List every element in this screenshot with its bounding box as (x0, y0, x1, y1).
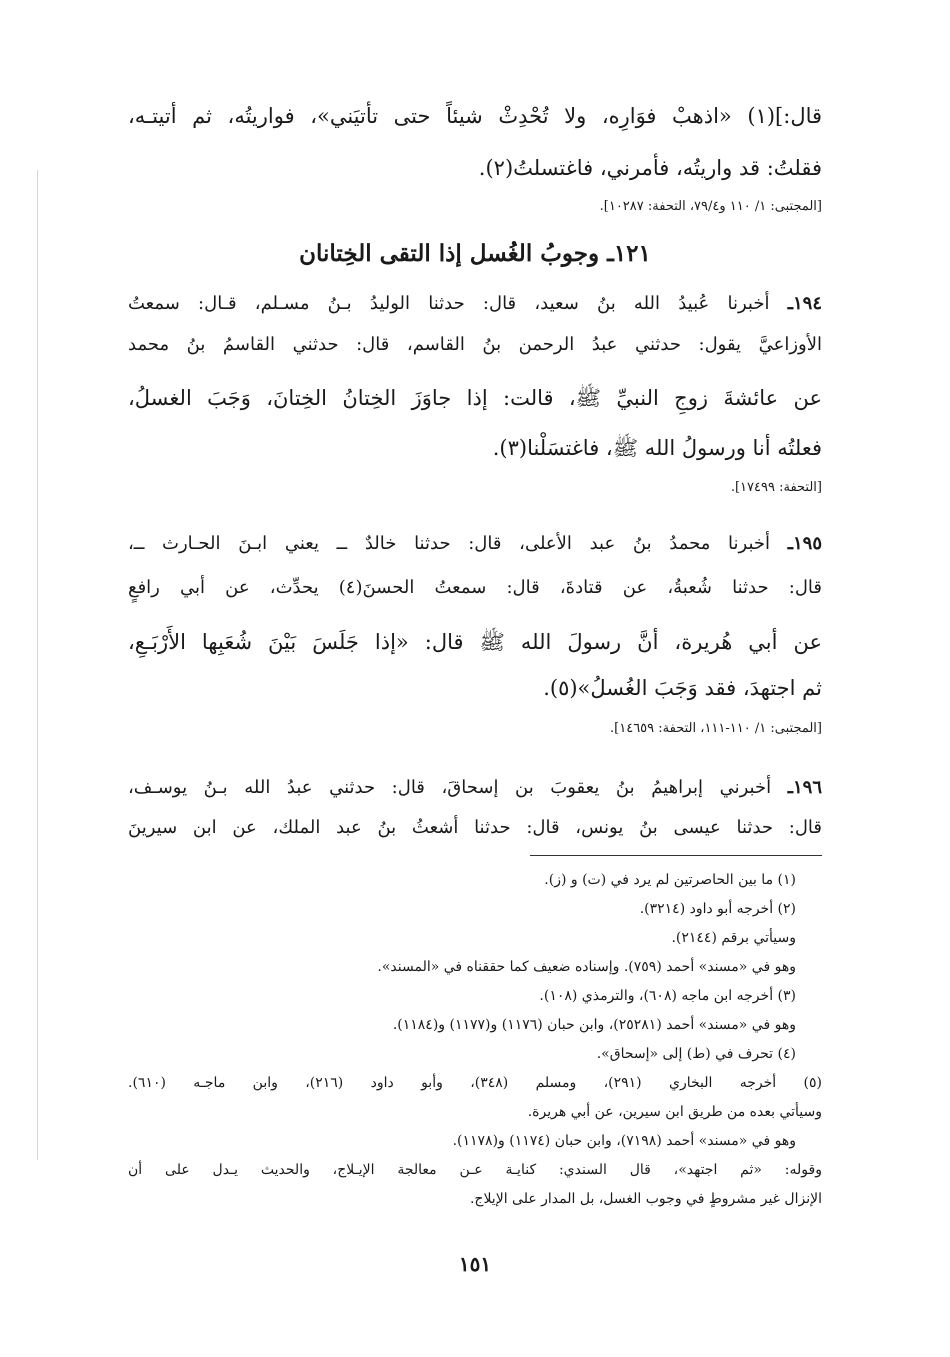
chapter-heading: ١٢١ـ وجوبُ الغُسل إذا التقى الخِتانان (299, 240, 651, 267)
intro-reference: [المجتبى: ١/ ١١٠ و٧٩/٤، التحفة: ١٠٢٨٧]. (599, 199, 822, 214)
hadith-194-line-3: عن عائشةَ زوجِ النبيِّ ﷺ، قالت: إذا جاوَزَ الخِتانُ الخِتانَ، وَجَبَ الغسلُ، (128, 386, 822, 410)
hadith-195-reference: [المجتبى: ١/ ١١٠-١١١، التحفة: ١٤٦٥٩]. (610, 721, 822, 736)
footnote-5: (٥) أخرجه البخاري (٢٩١)، ومسلم (٣٤٨)، وأبو داود (٢١٦)، وابن ماجـه (٦١٠). (128, 1075, 822, 1091)
page-number: ١٥١ (458, 1252, 492, 1276)
hadith-195-line-2: قال: حدثنا شُعبةُ، عن قتادةَ، قال: سمعتُ الحسنَ(٤) يحدِّث، عن أبي رافعٍ (128, 577, 823, 598)
hadith-194-line-1 (128, 286, 822, 322)
footnotes (128, 866, 822, 1214)
footnote-3-cont: وهو في «مسند» أحمد (٢٥٢٨١)، وابن حبان (١١٧٦) و(١١٧٧) و(١١٨٤). (392, 1017, 796, 1033)
hadith-194-reference: [التحفة: ١٧٤٩٩]. (730, 480, 822, 495)
hadith-196-line-1 (128, 770, 822, 806)
footnote-separator (530, 855, 822, 856)
hadith-195-line-4: ثم اجتهدَ، فقد وَجَبَ الغُسلُ»(٥). (543, 676, 822, 700)
hadith-196-number: ١٩٦ـ (787, 777, 822, 798)
footnote-3: (٣) أخرجه ابن ماجه (٦٠٨)، والترمذي (١٠٨). (539, 988, 796, 1004)
margin-rule (37, 170, 38, 1160)
footnote-5-cont-1: وسيأتي بعده من طريق ابن سيرين، عن أبي هريرة. (527, 1104, 822, 1120)
footnote-2-cont-2: وهو في «مسند» أحمد (٧٥٩). وإسناده ضعيف كما حققناه في «المسند». (377, 959, 796, 975)
hadith-194-number: ١٩٤ـ (787, 293, 822, 314)
hadith-195-chain-1: أخبرنا محمدُ بنُ عبد الأعلى، قال: حدثنا خالدٌ ــ يعني ابـنَ الحـارث ــ، (128, 533, 771, 554)
footnote-2-cont-1: وسيأتي برقم (٢١٤٤). (671, 930, 796, 946)
intro-line-1: قال:]‏(١) «اذهبْ فوَارِه، ولا تُحْدِثْ شيئاً حتى تأتيَني»، فواريتُه، ثم أتيتـه، (128, 104, 823, 128)
hadith-195-number: ١٩٥ـ (787, 533, 822, 554)
hadith-194-line-2: الأوزاعيَّ يقول: حدثني عبدُ الرحمن بنُ القاسم، قال: حدثني القاسمُ بنُ محمد (128, 334, 822, 355)
hadith-194-chain-1: أخبرنا عُبيدُ الله بنُ سعيد، قال: حدثنا الوليدُ بـنُ مسـلم، قـال: سمعتُ (128, 293, 770, 314)
intro-line-2: فقلتُ: قد واريتُه، فأمرني، فاغتسلتُ(٢). (478, 156, 822, 180)
footnote-5-cont-3: وقوله: «ثم اجتهد»، قال السندي: كنايـة عـن معالجة الإيـلاج، والحديث يـدل على أن (128, 1162, 822, 1178)
footnote-4: (٤) تحرف في (ط) إلى «إسحاق». (596, 1046, 796, 1062)
footnote-2: (٢) أخرجه أبو داود (٣٢١٤). (639, 901, 796, 917)
hadith-196-chain-1: أخبرني إبراهيمُ بنُ يعقوبَ بن إسحاقَ، قال: حدثني عبدُ الله بـنُ يوسـف، (128, 777, 772, 798)
hadith-195-line-3: عن أبي هُريرة، أنَّ رسولَ الله ﷺ قال: «إذا جَلَسَ بَيْنَ شُعَبِها الأَرْبَـعِ، (128, 630, 822, 654)
footnote-5-cont-2: وهو في «مسند» أحمد (٧١٩٨)، وابن حبان (١١٧٤) و(١١٧٨). (452, 1133, 796, 1149)
hadith-194-line-4: فعلتُه أنا ورسولُ الله ﷺ، فاغتسَلْنا(٣). (492, 436, 822, 460)
hadith-195-line-1 (128, 526, 822, 562)
footnote-5-cont-4: الإنزال غير مشروطٍ في وجوب الغسل، بل المدار على الإيلاج. (469, 1191, 822, 1207)
footnote-1: (١) ما بين الحاصرتين لم يرد في (ت) و (ز). (544, 872, 796, 888)
hadith-196-line-2: قال: حدثنا عيسى بنُ يونس، قال: حدثنا أشعثُ بنُ عبد الملك، عن ابن سيرينَ (128, 817, 822, 838)
